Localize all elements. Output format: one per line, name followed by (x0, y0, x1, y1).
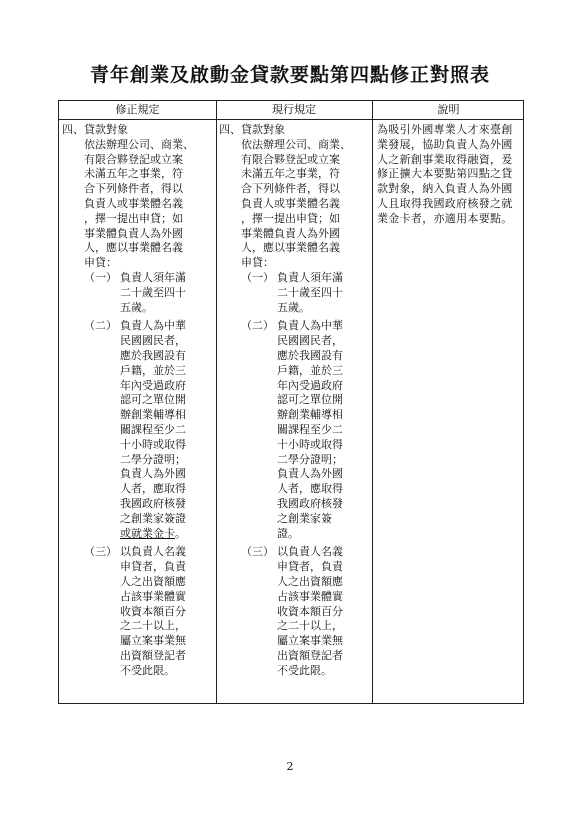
item-line: 辦創業輔導相 (120, 408, 186, 422)
item-number: （二） (84, 319, 117, 333)
item-number: （三） (84, 545, 117, 559)
item-line: 不受此限。 (277, 663, 332, 677)
revised-intro-line: ，擇一提出申貸；如 (84, 211, 183, 225)
explanation-text: 為吸引外國專業人才來臺創業發展，協助負責人為外國人之新創事業取得融資，爰修正擴大本要點第四點之貸款對象，納入負責人為外國人且取得我國政府核發之就業金卡者，亦適用本要點。 (377, 123, 513, 225)
revised-intro-line: 申貸： (84, 256, 117, 270)
item-line: 收資本額百分 (277, 604, 343, 618)
revised-intro-line: 合下列條件者，得以 (84, 182, 183, 196)
current-intro-line: 合下列條件者，得以 (241, 182, 340, 196)
explanation-column (377, 123, 520, 227)
current-intro-line: 未滿五年之事業，符 (241, 167, 340, 181)
current-intro-line: 人，應以事業體名義 (241, 241, 340, 255)
item-line: 二十歲至四十 (120, 285, 186, 299)
item-line: 之創業家簽 (277, 511, 332, 525)
item-line: 負責人為中華 (277, 319, 343, 333)
header-revised: 修正規定 (115, 103, 160, 116)
item-number: （一） (84, 270, 117, 284)
item-line: 負責人為外國 (277, 467, 343, 481)
item-line: 戶籍，並於三 (277, 363, 343, 377)
current-heading: 四、貸款對象 (219, 123, 285, 136)
current-intro-line: 申貸： (241, 256, 274, 270)
item-line: 出資額登記者 (120, 648, 186, 662)
revised-items (62, 271, 214, 679)
revised-intro-line: 負責人或事業體名義 (84, 196, 183, 210)
item-line-end: 。 (175, 526, 186, 540)
item-line: 收資本額百分 (120, 604, 186, 618)
item-line: 年內受過政府 (120, 378, 186, 392)
item-line: 應於我國設有 (120, 348, 186, 362)
column-divider (216, 101, 217, 703)
item-line: 五歲。 (277, 300, 310, 314)
item-line: 人者，應取得 (277, 482, 343, 496)
item-line: 申貸者，負責 (277, 560, 343, 574)
current-intro-line: 有限合夥登記或立案 (241, 152, 340, 166)
item-line: 關課程至少二 (120, 422, 186, 436)
item-line: 二學分證明； (120, 452, 186, 466)
revised-intro (62, 138, 214, 271)
item-line: 十小時或取得 (277, 437, 343, 451)
item-line: 之創業家簽證 (120, 511, 186, 525)
item-line: 屬立案事業無 (120, 634, 186, 648)
item-line: 以負責人名義 (277, 545, 343, 559)
item-line: 民國國民者， (120, 334, 186, 348)
page-number: 2 (286, 760, 294, 773)
inserted-text: 或就業金卡 (120, 526, 175, 540)
item-line: 人者，應取得 (120, 482, 186, 496)
item-line: 十小時或取得 (120, 437, 186, 451)
column-divider (372, 101, 373, 703)
item-line: 辦創業輔導相 (277, 408, 343, 422)
item-line: 負責人須年滿 (277, 270, 343, 284)
item-line: 之二十以上， (120, 619, 186, 633)
revised-intro-line: 未滿五年之事業，符 (84, 167, 183, 181)
document-title: 青年創業及啟動金貸款要點第四點修正對照表 (89, 64, 490, 86)
item-line: 二十歲至四十 (277, 285, 343, 299)
item-line: 認可之單位開 (277, 393, 343, 407)
revised-intro-line: 依法辦理公司、商業、 (84, 137, 194, 151)
item-line: 戶籍，並於三 (120, 363, 186, 377)
item-line: 之二十以上， (277, 619, 343, 633)
item-line: 民國國民者， (277, 334, 343, 348)
item-line: 關課程至少二 (277, 422, 343, 436)
item-line: 證。 (277, 526, 299, 540)
header-divider (59, 119, 523, 120)
item-line: 認可之單位開 (120, 393, 186, 407)
current-intro-line: 依法辦理公司、商業、 (241, 137, 351, 151)
item-number: （一） (241, 270, 274, 284)
item-line: 人之出資額應 (277, 574, 343, 588)
item-line: 出資額登記者 (277, 648, 343, 662)
item-line: 申貸者，負責 (120, 560, 186, 574)
current-item-3 (241, 545, 371, 678)
item-line: 占該事業體實 (277, 589, 343, 603)
current-item-1 (241, 271, 371, 315)
current-intro (219, 138, 371, 271)
item-number: （二） (241, 319, 274, 333)
revised-intro-line: 有限合夥登記或立案 (84, 152, 183, 166)
current-intro-line: 負責人或事業體名義 (241, 196, 340, 210)
item-line: 人之出資額應 (120, 574, 186, 588)
revised-intro-line: 事業體負責人為外國 (84, 226, 183, 240)
item-line: 以負責人名義 (120, 545, 186, 559)
item-line: 我國政府核發 (277, 496, 343, 510)
item-line-underlined (120, 527, 186, 542)
revised-intro-line: 人，應以事業體名義 (84, 241, 183, 255)
comparison-table (58, 100, 524, 704)
item-line: 屬立案事業無 (277, 634, 343, 648)
item-number: （三） (241, 545, 274, 559)
current-intro-line: 事業體負責人為外國 (241, 226, 340, 240)
item-line: 占該事業體實 (120, 589, 186, 603)
revised-heading: 四、貸款對象 (62, 123, 128, 136)
item-line: 我國政府核發 (120, 496, 186, 510)
item-line: 負責人為外國 (120, 467, 186, 481)
item-line: 二學分證明； (277, 452, 343, 466)
current-item-2 (241, 319, 371, 541)
revised-column (62, 123, 214, 678)
revised-item-3 (84, 545, 214, 678)
header-explanation: 說明 (437, 103, 460, 116)
current-column (219, 123, 371, 678)
item-line: 年內受過政府 (277, 378, 343, 392)
item-line: 五歲。 (120, 300, 153, 314)
item-line: 應於我國設有 (277, 348, 343, 362)
header-current: 現行規定 (272, 103, 316, 116)
revised-item-2 (84, 319, 214, 541)
revised-item-1 (84, 271, 214, 315)
current-items (219, 271, 371, 679)
item-line: 負責人為中華 (120, 319, 186, 333)
item-line: 不受此限。 (120, 663, 175, 677)
item-line: 負責人須年滿 (120, 270, 186, 284)
current-intro-line: ，擇一提出申貸；如 (241, 211, 340, 225)
